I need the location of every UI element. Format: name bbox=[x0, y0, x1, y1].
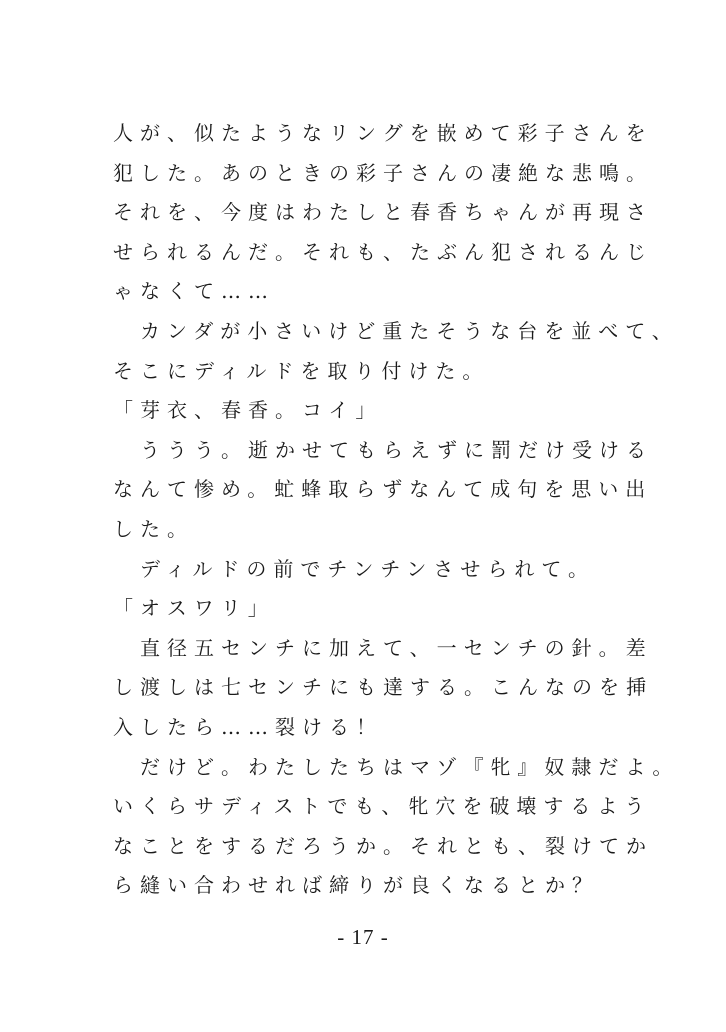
text-line: ううう。逝かせてもらえずに罰だけ受ける bbox=[113, 437, 653, 462]
text-line: いくらサディストでも、牝穴を破壊するよう bbox=[113, 794, 652, 819]
text-line: した。 bbox=[113, 516, 194, 541]
text-line: ら縫い合わせれば締りが良くなるとか？ bbox=[113, 873, 599, 898]
text-line: それを、今度はわたしと春香ちゃんが再現さ bbox=[113, 200, 653, 225]
text-line: なことをするだろうか。それとも、裂けてか bbox=[113, 833, 653, 858]
text-line: 直径五センチに加えて、一センチの針。差 bbox=[113, 635, 653, 660]
text-line: し渡しは七センチにも達する。こんなのを挿 bbox=[113, 675, 653, 700]
text-line: そこにディルドを取り付けた。 bbox=[113, 358, 490, 383]
body-text bbox=[113, 114, 713, 906]
text-line: 犯した。あのときの彩子さんの凄絶な悲鳴。 bbox=[113, 160, 653, 185]
text-line: せられるんだ。それも、たぶん犯されるんじ bbox=[113, 239, 653, 264]
text-line: ディルドの前でチンチンさせられて。 bbox=[113, 556, 595, 581]
text-line: カンダが小さいけど重たそうな台を並べて、 bbox=[113, 318, 679, 343]
dialogue-line: 「芽衣、春香。コイ」 bbox=[113, 398, 383, 423]
text-line: 人が、似たようなリングを嵌めて彩子さんを bbox=[113, 121, 653, 145]
text-line: だけど。わたしたちはマゾ『牝』奴隷だよ。 bbox=[113, 754, 680, 779]
text-line: ゃなくて…… bbox=[113, 279, 275, 304]
page-number: - 17 - bbox=[337, 925, 389, 949]
dialogue-line: 「オスワリ」 bbox=[113, 596, 275, 621]
text-line: 入したら……裂ける！ bbox=[113, 714, 383, 739]
text-line: なんて惨め。虻蜂取らずなんて成句を思い出 bbox=[113, 477, 653, 502]
